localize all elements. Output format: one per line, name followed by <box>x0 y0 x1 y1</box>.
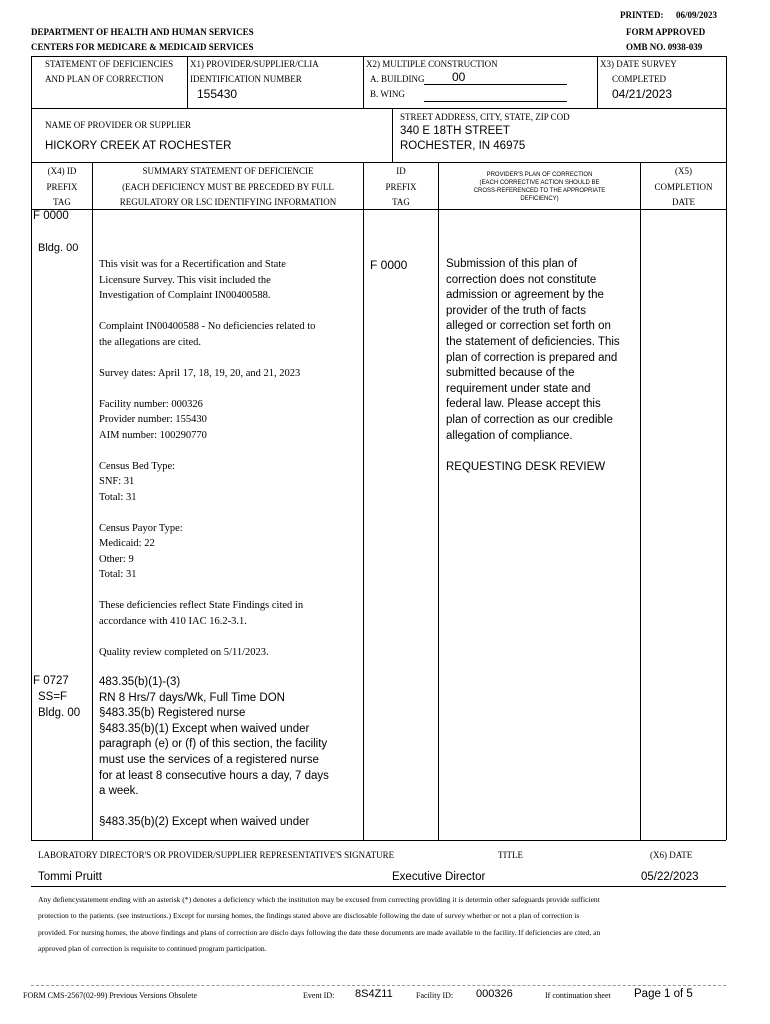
x1-label-line2: IDENTIFICATION NUMBER <box>190 74 302 84</box>
rule <box>31 108 726 109</box>
plan-of-correction-f0000 <box>446 257 638 475</box>
summary-line: Total: 31 <box>99 491 137 503</box>
plan-line: federal law. Please accept this <box>446 398 601 411</box>
rule <box>31 209 726 210</box>
building-tag: Bldg. 00 <box>38 707 81 719</box>
facility-id-label: Facility ID: <box>416 991 454 1000</box>
summary-statement-f0000 <box>99 257 361 660</box>
x5-header-line3: DATE <box>672 197 695 207</box>
summary-statement-f0727 <box>99 675 361 831</box>
plan-line: the statement of deficiencies. This <box>446 335 620 348</box>
statement-label-line2: AND PLAN OF CORRECTION <box>45 74 164 84</box>
address-label: STREET ADDRESS, CITY, STATE, ZIP COD <box>400 112 570 122</box>
address-line1: 340 E 18TH STREET <box>400 125 510 137</box>
summary-line <box>99 583 361 599</box>
page-number: Page 1 of 5 <box>634 988 693 1000</box>
rule <box>438 162 439 840</box>
id-prefix-tag-f0000: F 0000 <box>370 258 408 272</box>
summary-line: a week. <box>99 785 139 798</box>
plan-line: alleged or correction set forth on <box>446 320 611 333</box>
survey-date-value: 04/21/2023 <box>612 87 673 101</box>
rule <box>31 840 726 841</box>
x5-header-line2: COMPLETION <box>654 182 713 192</box>
summary-line: Census Payor Type: <box>99 522 183 534</box>
summary-line <box>99 350 361 366</box>
event-id-value: 8S4Z11 <box>355 988 393 1000</box>
x4-header-line3: TAG <box>53 197 71 207</box>
rule <box>31 985 726 986</box>
plan-line: correction does not constitute <box>446 273 597 286</box>
summary-line: §483.35(b)(1) Except when waived under <box>99 722 310 735</box>
plan-line <box>446 444 638 460</box>
x4-header-line1: (X4) ID <box>47 166 77 176</box>
summary-line: Census Bed Type: <box>99 460 176 472</box>
prefix-tag-f0000: F 0000 <box>33 210 69 222</box>
title-label: TITLE <box>498 850 523 860</box>
prefix-tag-f0727: F 0727 <box>33 675 69 687</box>
summary-line: Facility number: 000326 <box>99 398 203 410</box>
summary-line: 483.35(b)(1)-(3) <box>99 676 181 688</box>
continuation-label: If continuation sheet <box>545 991 611 1000</box>
summary-line: must use the services of a registered nurse <box>99 753 319 766</box>
summary-line <box>99 443 361 459</box>
summary-line <box>99 381 361 397</box>
rule <box>363 56 364 108</box>
title-value: Executive Director <box>392 871 486 883</box>
department-name: DEPARTMENT OF HEALTH AND HUMAN SERVICES <box>31 27 254 37</box>
summary-line: This visit was for a Recertification and State <box>99 259 286 270</box>
plan-line: provider of the truth of facts <box>446 304 586 317</box>
building-underline <box>424 84 567 85</box>
plan-line: plan of correction as our credible <box>446 413 613 426</box>
plan-header-line3: CROSS-REFERENCED TO THE APPROPRIATE <box>473 188 606 194</box>
date-label: (X6) DATE <box>650 850 693 860</box>
wing-underline <box>424 101 567 102</box>
provider-name-value: HICKORY CREEK AT ROCHESTER <box>45 140 232 152</box>
summary-header-line3: REGULATORY OR LSC IDENTIFYING INFORMATION <box>119 197 337 207</box>
wing-label: B. WING <box>370 89 405 99</box>
form-approved: FORM APPROVED <box>626 27 706 37</box>
summary-line: §483.35(b)(2) Except when waived under <box>99 816 310 829</box>
rule <box>726 56 727 840</box>
signature-date-value: 05/22/2023 <box>641 871 699 883</box>
summary-line: Complaint IN00400588 - No deficiencies related to <box>99 321 316 332</box>
x2-label: X2) MULTIPLE CONSTRUCTION <box>366 59 498 69</box>
rule <box>392 108 393 162</box>
cms-name: CENTERS FOR MEDICARE & MEDICAID SERVICES <box>31 42 254 52</box>
provider-name-label: NAME OF PROVIDER OR SUPPLIER <box>45 120 192 130</box>
plan-header-line4: DEFICIENCY) <box>520 196 559 202</box>
id-header-line1: ID <box>396 166 406 176</box>
summary-line <box>99 505 361 521</box>
signature-value: Tommi Pruitt <box>38 871 102 883</box>
rule <box>597 56 598 108</box>
rule <box>31 162 726 163</box>
summary-line: paragraph (e) or (f) of this section, the facility <box>99 738 328 751</box>
summary-line: accordance with 410 IAC 16.2-3.1. <box>99 615 247 627</box>
scope-severity: SS=F <box>38 691 68 703</box>
signature-label: LABORATORY DIRECTOR'S OR PROVIDER/SUPPLIER REPRESENTATIVE'S SIGNATURE <box>38 850 395 860</box>
summary-line: Investigation of Complaint IN00400588. <box>99 290 271 301</box>
rule <box>363 162 364 840</box>
building-tag: Bldg. 00 <box>38 242 79 254</box>
rule <box>31 56 726 57</box>
summary-line: §483.35(b) Registered nurse <box>99 707 246 720</box>
statement-label-line1: STATEMENT OF DEFICIENCIES <box>45 59 174 69</box>
summary-line: Total: 31 <box>99 569 137 580</box>
printed-date: 06/09/2023 <box>676 10 718 20</box>
summary-line: for at least 8 consecutive hours a day, 7 days <box>99 769 329 782</box>
plan-line: admission or agreement by the <box>446 289 604 302</box>
summary-line: Other: 9 <box>99 553 134 565</box>
plan-line: plan of correction is prepared and <box>446 351 618 364</box>
omb-number: OMB NO. 0938-039 <box>626 42 703 52</box>
x3-label-line1: X3) DATE SURVEY <box>600 59 677 69</box>
summary-line: These deficiencies reflect State Findings cited in <box>99 600 304 611</box>
event-id-label: Event ID: <box>303 991 335 1000</box>
plan-header-line2: (EACH CORRECTIVE ACTION SHOULD BE <box>479 180 600 186</box>
summary-line <box>99 629 361 645</box>
summary-line: Medicaid: 22 <box>99 538 155 549</box>
building-value: 00 <box>452 70 466 84</box>
x1-label-line1: X1) PROVIDER/SUPPLIER/CLIA <box>190 59 319 69</box>
plan-line: requirement under state and <box>446 382 591 395</box>
rule <box>92 162 93 840</box>
plan-line: submitted because of the <box>446 367 575 380</box>
summary-header-line1: SUMMARY STATEMENT OF DEFICIENCIE <box>142 166 314 176</box>
summary-line: Provider number: 155430 <box>99 414 207 425</box>
rule <box>187 56 188 108</box>
x4-header-line2: PREFIX <box>46 182 78 192</box>
summary-line: AIM number: 100290770 <box>99 429 207 441</box>
summary-header-line2: (EACH DEFICIENCY MUST BE PRECEDED BY FULL <box>122 182 334 192</box>
rule <box>31 886 726 887</box>
disclosure-footnote: Any defiencystatement ending with an asterisk (*) denotes a deficiency which the institution may be excused from correcting providing it is determin other safeguards provide sufficient protection to the patients. (see instructions.) Except for nursing homes, the findings stated above are disclosable following the date of survey whether or not a plan of correction is provided. For nursing homes, the above findings and plans of correction are disclo days following the date these documents are made available to the facility. If deficiencies are cited, an approved plan of correction is requisite to continued program participation. <box>38 895 601 954</box>
provider-id-value: 155430 <box>197 87 238 101</box>
summary-line <box>99 800 361 816</box>
plan-line: REQUESTING DESK REVIEW <box>446 460 606 473</box>
address-line2: ROCHESTER, IN 46975 <box>400 140 526 152</box>
plan-line: allegation of compliance. <box>446 429 573 442</box>
rule <box>640 162 641 840</box>
summary-line: RN 8 Hrs/7 days/Wk, Full Time DON <box>99 691 285 704</box>
summary-line: SNF: 31 <box>99 476 135 487</box>
id-header-line3: TAG <box>392 197 410 207</box>
summary-line: the allegations are cited. <box>99 336 202 348</box>
form-identifier: FORM CMS-2567(02-99) Previous Versions Obsolete <box>23 991 198 1000</box>
plan-line: Submission of this plan of <box>446 258 578 270</box>
plan-header-line1: PROVIDER'S PLAN OF CORRECTION <box>486 172 593 178</box>
summary-line: Survey dates: April 17, 18, 19, 20, and 21, 2023 <box>99 367 301 379</box>
x5-header-line1: (X5) <box>675 166 692 176</box>
summary-line <box>99 304 361 320</box>
summary-line: Quality review completed on 5/11/2023. <box>99 646 269 658</box>
x3-label-line2: COMPLETED <box>612 74 666 84</box>
facility-id-value: 000326 <box>476 988 513 1000</box>
summary-line: Licensure Survey. This visit included the <box>99 274 271 286</box>
id-header-line2: PREFIX <box>385 182 417 192</box>
building-label: A. BUILDING <box>370 74 425 84</box>
printed-label: PRINTED: <box>620 10 664 20</box>
